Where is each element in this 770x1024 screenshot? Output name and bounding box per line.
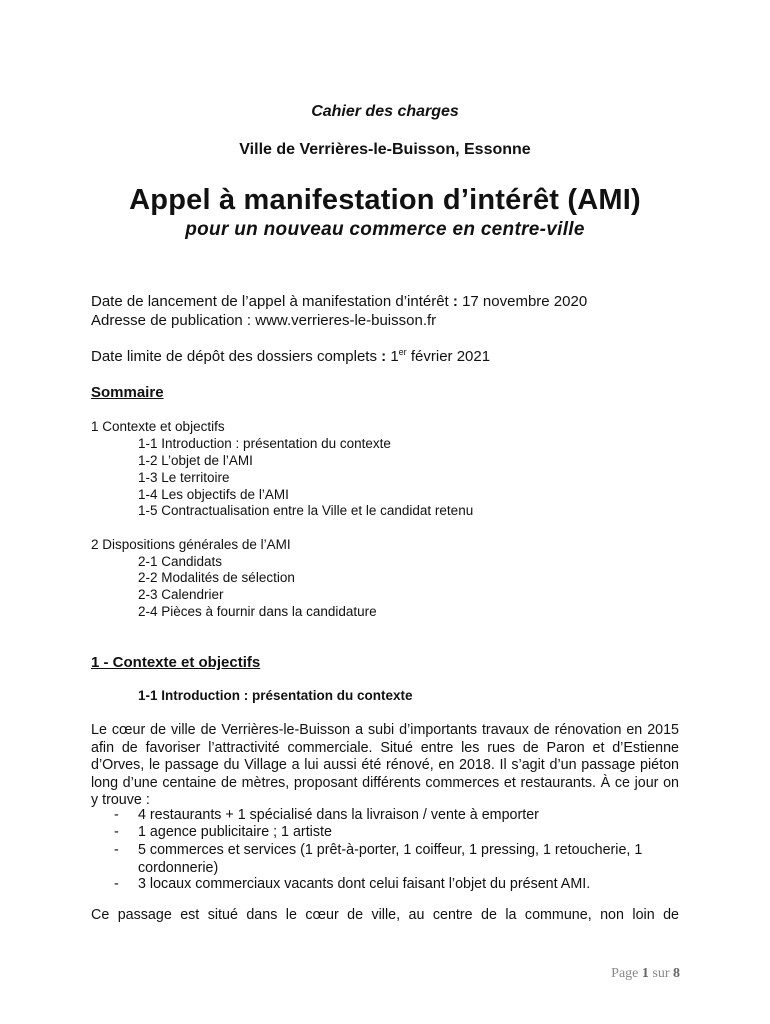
toc-item: 1-2 L’objet de l’AMI — [138, 453, 253, 468]
bullet-dash: - — [114, 876, 119, 892]
list-item-text: 5 commerces et services (1 prêt-à-porter, 1 coiffeur, 1 pressing, 1 retoucherie, 1 cordonnerie) — [138, 842, 643, 876]
toc-section: 2 Dispositions générales de l’AMI — [91, 537, 291, 552]
deadline-rest: février 2021 — [406, 348, 491, 365]
page-current: 1 — [641, 966, 649, 981]
page-of: sur — [652, 966, 670, 981]
deadline-line — [91, 347, 490, 365]
toc-item: 2-3 Calendrier — [138, 587, 224, 602]
body-paragraph: Ce passage est situé dans le cœur de ville, au centre de la commune, non loin de — [91, 907, 679, 923]
toc-item: 2-2 Modalités de sélection — [138, 570, 295, 585]
list-item-text: 1 agence publicitaire ; 1 artiste — [138, 824, 332, 840]
page-number — [611, 966, 680, 982]
list-item-text: 4 restaurants + 1 spécialisé dans la livraison / vente à emporter — [138, 807, 539, 823]
page-word: Page — [611, 966, 639, 981]
main-title: Appel à manifestation d’intérêt (AMI) — [129, 184, 641, 216]
bullet-dash: - — [114, 807, 119, 823]
section-heading: 1 - Contexte et objectifs — [91, 654, 261, 671]
bullet-dash: - — [114, 824, 119, 840]
toc-item: 1-5 Contractualisation entre la Ville et le candidat retenu — [138, 503, 474, 518]
page-total: 8 — [673, 966, 680, 981]
toc-item: 1-1 Introduction : présentation du contexte — [138, 436, 391, 451]
doc-type: Cahier des charges — [311, 103, 459, 120]
toc-item: 2-4 Pièces à fournir dans la candidature — [138, 604, 377, 619]
body-paragraph: Le cœur de ville de Verrières-le-Buisson a subi d’importants travaux de rénovation en 2015 afin de favoriser l’attractivité commerciale. Situé entre les rues de Paron et d’Estienne d’Orves, le passage du Village a lui aussi été rénové, en 2018. Il s’agit d’un passage piéton long d’une centaine de mètres, proposant différents commerces et restaurants. À ce jour on y trouve : — [91, 722, 679, 808]
toc-item: 1-4 Les objectifs de l’AMI — [138, 487, 289, 502]
launch-date-sep: : — [448, 293, 463, 310]
toc-item: 2-1 Candidats — [138, 554, 223, 569]
toc-item: 1-3 Le territoire — [138, 470, 230, 485]
toc-heading: Sommaire — [91, 384, 164, 401]
deadline-sup: er — [398, 347, 407, 357]
list-item-text: 3 locaux commerciaux vacants dont celui faisant l’objet du présent AMI. — [138, 876, 591, 892]
city-heading: Ville de Verrières-le-Buisson, Essonne — [239, 141, 531, 158]
bullet-dash: - — [114, 842, 119, 858]
main-subtitle: pour un nouveau commerce en centre-ville — [185, 219, 585, 240]
launch-date-line — [91, 293, 587, 310]
deadline-day: 1 — [390, 348, 399, 365]
publication-line: Adresse de publication : www.verrieres-le-buisson.fr — [91, 312, 437, 329]
deadline-label: Date limite de dépôt des dossiers complets — [91, 348, 377, 365]
launch-date-label: Date de lancement de l’appel à manifestation d’intérêt — [91, 293, 449, 310]
launch-date-value: 17 novembre 2020 — [462, 293, 588, 310]
subsection-heading: 1-1 Introduction : présentation du contexte — [138, 688, 413, 703]
deadline-sep: : — [376, 348, 391, 365]
toc-section: 1 Contexte et objectifs — [91, 419, 225, 434]
